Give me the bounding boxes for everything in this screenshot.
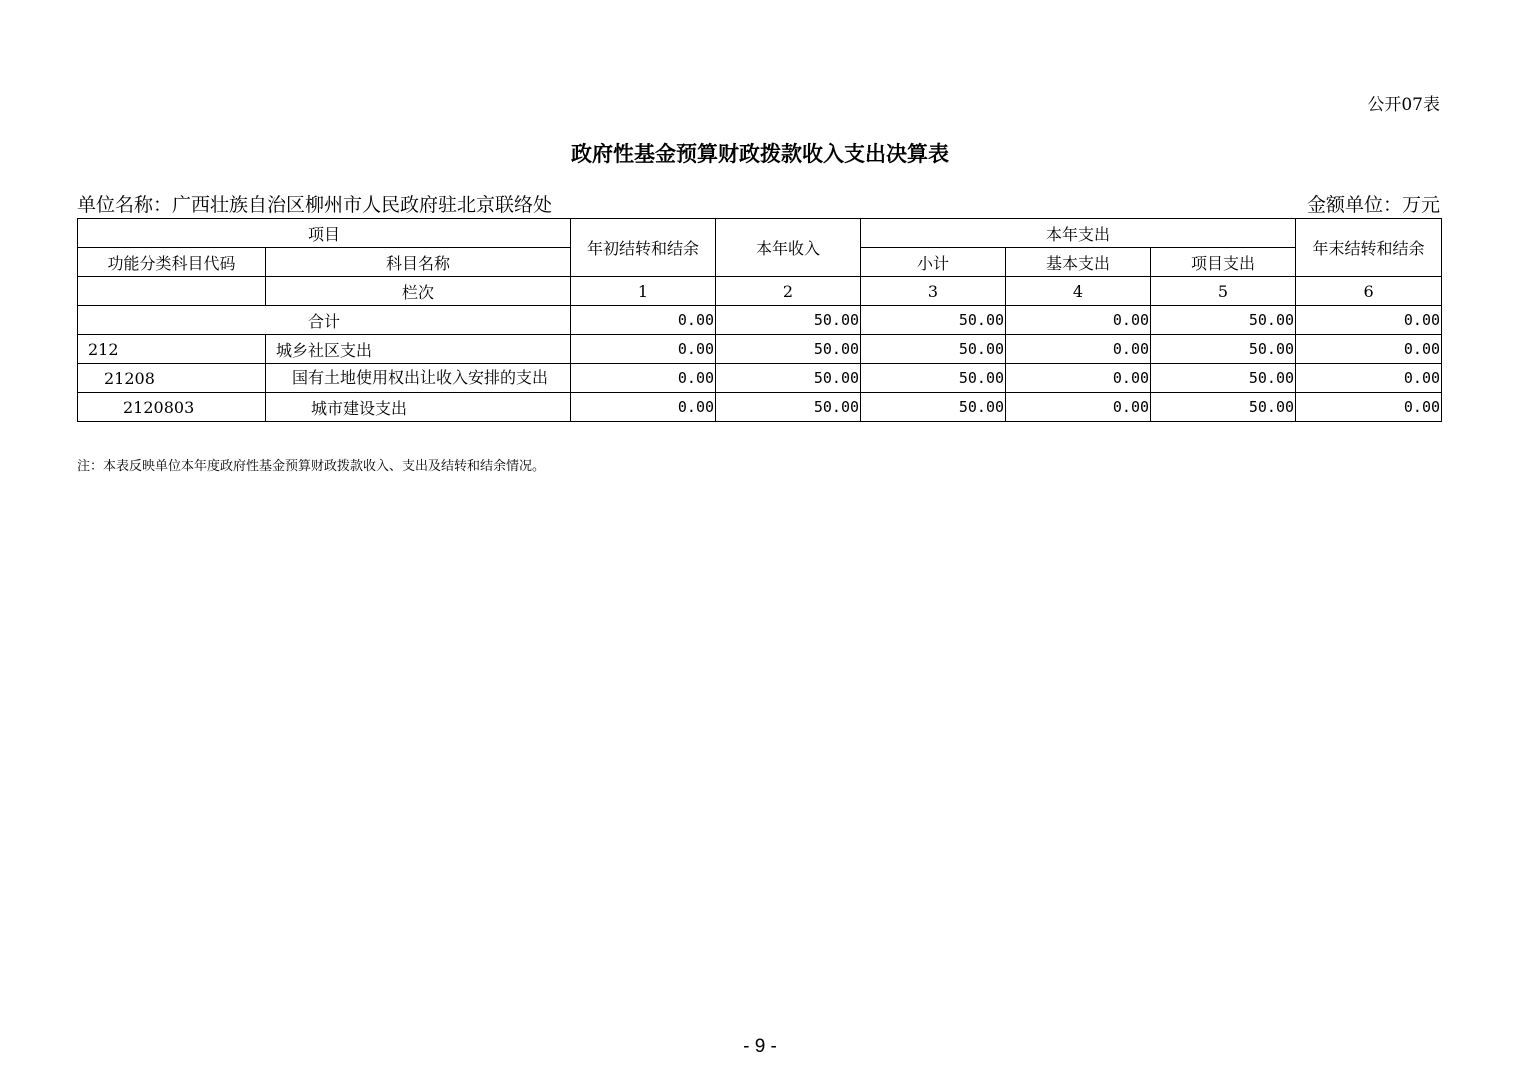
col-num: 3 [861,277,1006,306]
table-cell: 0.00 [1296,306,1442,335]
total-label: 合计 [78,306,571,335]
table-cell: 50.00 [716,306,861,335]
table-cell: 0.00 [571,393,716,422]
table-row [78,393,1442,422]
table-cell: 50.00 [1151,393,1296,422]
page-number: - 9 - [743,1036,777,1057]
header-closing-balance: 年末结转和结余 [1296,219,1442,277]
table-cell: 0.00 [1006,393,1151,422]
func-code: 2120803 [78,393,266,422]
table-cell: 50.00 [1151,364,1296,393]
subject-name: 城市建设支出 [266,393,571,422]
table-cell: 0.00 [571,335,716,364]
header-basic-expense: 基本支出 [1006,248,1151,277]
column-index-row [78,277,1442,306]
col-num: 5 [1151,277,1296,306]
table-row-total [78,306,1442,335]
table-cell: 50.00 [1151,306,1296,335]
header-current-income: 本年收入 [716,219,861,277]
table-row [78,364,1442,393]
header-subtotal: 小计 [861,248,1006,277]
column-index-label: 栏次 [266,277,571,306]
table-cell: 0.00 [1296,393,1442,422]
header-row-1 [78,219,1442,248]
table-cell: 50.00 [716,393,861,422]
budget-table [77,218,1442,422]
form-code: 公开07表 [1367,95,1440,115]
header-project: 项目 [78,219,571,248]
func-code: 212 [78,335,266,364]
table-cell: 0.00 [1006,335,1151,364]
table-row [78,335,1442,364]
table-cell: 0.00 [571,364,716,393]
table-cell: 50.00 [861,335,1006,364]
col-num: 2 [716,277,861,306]
table-cell: 50.00 [861,306,1006,335]
table-cell: 50.00 [861,393,1006,422]
header-project-expense: 项目支出 [1151,248,1296,277]
table-cell: 50.00 [716,335,861,364]
page-title: 政府性基金预算财政拨款收入支出决算表 [571,141,949,166]
header-current-expense: 本年支出 [861,219,1296,248]
table-cell: 0.00 [1006,306,1151,335]
table-cell: 50.00 [1151,335,1296,364]
col-num: 4 [1006,277,1151,306]
table-cell: 0.00 [1296,364,1442,393]
func-code: 21208 [78,364,266,393]
header-opening-balance: 年初结转和结余 [571,219,716,277]
subject-name: 城乡社区支出 [266,335,571,364]
table-cell: 50.00 [861,364,1006,393]
col-num: 1 [571,277,716,306]
unit-name: 单位名称：广西壮族自治区柳州市人民政府驻北京联络处 [77,194,553,216]
header-func-code: 功能分类科目代码 [78,248,266,277]
table-cell: 0.00 [1296,335,1442,364]
table-cell: 0.00 [1006,364,1151,393]
footnote: 注：本表反映单位本年度政府性基金预算财政拨款收入、支出及结转和结余情况。 [77,459,546,474]
header-subject-name: 科目名称 [266,248,571,277]
table-cell: 0.00 [571,306,716,335]
empty-cell [78,277,266,306]
col-num: 6 [1296,277,1442,306]
subject-name: 国有土地使用权出让收入安排的支出 [266,364,571,393]
amount-unit: 金额单位：万元 [1306,194,1440,216]
table-cell: 50.00 [716,364,861,393]
